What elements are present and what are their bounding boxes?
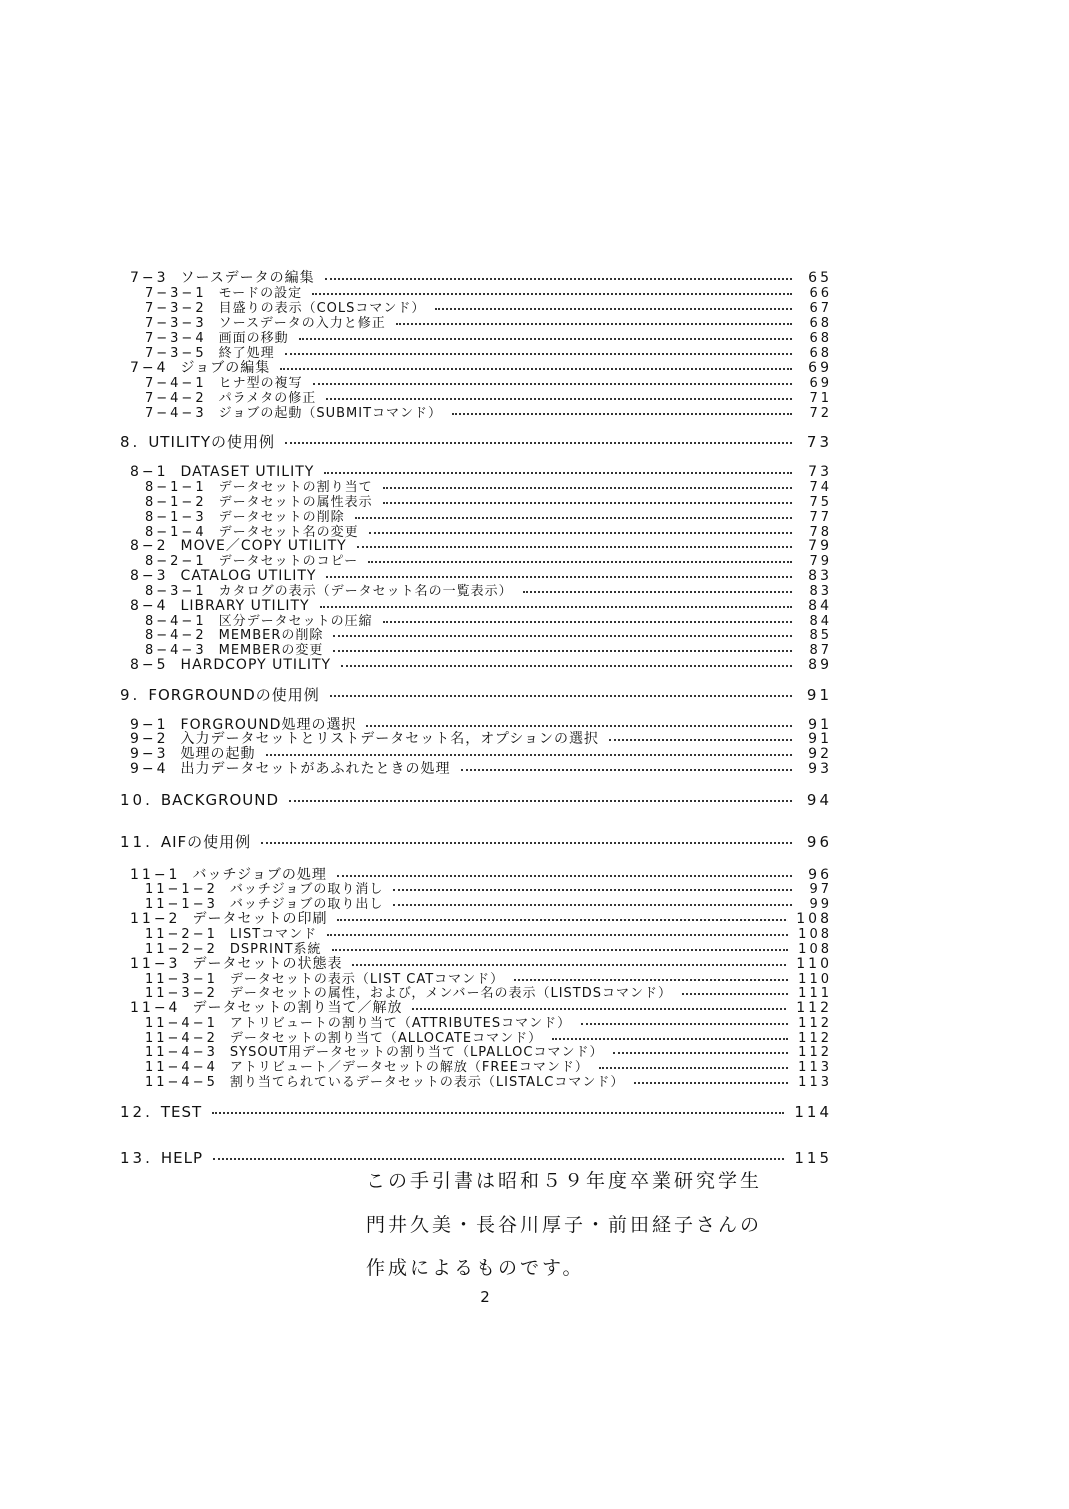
toc-entry — [120, 1104, 832, 1121]
toc-entry-page: 111 — [798, 986, 832, 1001]
toc-entry-title: ジョブの編集 — [180, 360, 271, 376]
toc-entry-number: 8−1 — [130, 464, 169, 480]
toc-entry — [130, 761, 832, 778]
toc-entry-number: 12. — [120, 1103, 153, 1121]
toc-entry-title: データセットの印刷 — [192, 911, 328, 927]
toc-entry-number: 11−4−3 — [145, 1045, 218, 1060]
toc-entry-number: 11−4−4 — [145, 1060, 218, 1075]
toc-entry-page: 69 — [808, 360, 832, 376]
toc-entry-number: 11−3−2 — [145, 986, 218, 1001]
toc-dot-leader — [523, 590, 792, 593]
toc-entry-number: 8−1−1 — [145, 480, 207, 495]
toc-dot-leader — [552, 1037, 788, 1040]
toc-entry-number: 7−3−2 — [145, 301, 207, 316]
toc-dot-leader — [393, 888, 792, 891]
toc-entry-number: 11−1 — [130, 867, 181, 883]
toc-entry-number: 10. — [120, 791, 153, 809]
toc-entry-page: 110 — [796, 956, 832, 972]
toc-entry-number: 11−4−2 — [145, 1031, 218, 1046]
toc-entry-page: 99 — [809, 897, 832, 912]
toc-entry-title: BACKGROUND — [160, 791, 280, 809]
toc-entry-page: 85 — [809, 628, 832, 643]
toc-entry-number: 11−4−1 — [145, 1016, 218, 1031]
toc-entry-number: 7−3−3 — [145, 316, 207, 331]
toc-entry-title: アトリビュート／データセットの解放（FREEコマンド） — [229, 1060, 589, 1075]
toc-entry-title: ヒナ型の複写 — [218, 376, 303, 391]
toc-entry-page: 113 — [798, 1075, 832, 1090]
toc-entry-page: 83 — [808, 568, 832, 584]
author-note-line-1: この手引書は昭和５９年度卒業研究学生 — [366, 1170, 763, 1192]
toc-entry-page: 96 — [806, 833, 832, 851]
toc-dot-leader — [326, 397, 792, 400]
toc-entry-title: データセットの属性表示 — [218, 495, 373, 510]
toc-entry-page: 89 — [808, 657, 832, 673]
toc-dot-leader — [326, 575, 792, 578]
toc-entry-number: 7−3−1 — [145, 286, 207, 301]
toc-dot-leader — [366, 724, 792, 727]
toc-entry-number: 8−5 — [130, 657, 169, 673]
toc-entry-page: 112 — [798, 1031, 832, 1046]
toc-dot-leader — [435, 307, 792, 310]
toc-dot-leader — [581, 1022, 788, 1025]
toc-entry-number: 8−1−4 — [145, 525, 207, 540]
toc-entry-number: 11−2 — [130, 911, 181, 927]
toc-entry-title: 区分データセットの圧縮 — [218, 614, 373, 629]
toc-entry-title: データセットの削除 — [218, 510, 345, 525]
toc-entry-page: 96 — [808, 867, 832, 883]
toc-dot-leader — [333, 634, 792, 637]
toc-entry-title: HELP — [160, 1149, 204, 1167]
toc-entry-title: データセットの割り当て（ALLOCATEコマンド） — [229, 1031, 543, 1046]
toc-entry-page: 75 — [809, 495, 832, 510]
toc-dot-leader — [341, 664, 792, 667]
toc-entry — [120, 792, 832, 809]
toc-entry-number: 7−4−2 — [145, 391, 207, 406]
toc-entry-title: LISTコマンド — [229, 927, 318, 942]
toc-entry-page: 97 — [809, 882, 832, 897]
toc-dot-leader — [383, 620, 792, 623]
toc-entry-page: 112 — [796, 1000, 832, 1016]
toc-dot-leader — [261, 841, 792, 844]
toc-entry-title: 入力データセットとリストデータセット名，オプションの選択 — [180, 731, 600, 747]
toc-entry-title: LIBRARY UTILITY — [180, 598, 310, 614]
toc-entry-page: 73 — [808, 464, 832, 480]
toc-dot-leader — [337, 874, 792, 877]
toc-entry-number: 8. — [120, 433, 141, 451]
toc-entry-title: SYSOUT用データセットの割り当て（LPALLOCコマンド） — [229, 1045, 604, 1060]
toc-entry-title: バッチジョブの取り出し — [229, 897, 384, 912]
toc-entry-title: MOVE／COPY UTILITY — [180, 538, 347, 554]
toc-dot-leader — [461, 768, 792, 771]
toc-dot-leader — [325, 277, 792, 280]
toc-entry-page: 78 — [809, 525, 832, 540]
toc-dot-leader — [285, 441, 792, 444]
toc-entry-number: 8−4 — [130, 598, 169, 614]
toc-entry-page: 73 — [806, 433, 832, 451]
toc-entry-page: 74 — [809, 480, 832, 495]
toc-entry-number: 7−4−3 — [145, 406, 207, 421]
toc-entry-page: 77 — [809, 510, 832, 525]
toc-dot-leader — [599, 1066, 788, 1069]
toc-entry-number: 9. — [120, 686, 141, 704]
toc-entry-page: 69 — [809, 376, 832, 391]
toc-entry-title: データセットの割り当て／解放 — [192, 1000, 403, 1016]
toc-entry-title: ジョブの起動（SUBMITコマンド） — [218, 406, 443, 421]
toc-entry-title: カタログの表示（データセット名の一覧表示） — [218, 584, 513, 599]
toc-entry-page: 112 — [798, 1016, 832, 1031]
toc-entry-page: 112 — [798, 1045, 832, 1060]
toc-dot-leader — [327, 933, 788, 936]
toc-entry-title: データセットの表示（LIST CATコマンド） — [229, 972, 505, 987]
toc-entry-number: 8−3 — [130, 568, 169, 584]
toc-entry-title: 処理の起動 — [180, 746, 256, 762]
toc-entry-number: 8−1−2 — [145, 495, 207, 510]
toc-entry-page: 87 — [809, 643, 832, 658]
toc-dot-leader — [212, 1111, 784, 1114]
toc-entry-number: 11−3−1 — [145, 972, 218, 987]
toc-entry-title: AIFの使用例 — [160, 833, 252, 851]
toc-entry-number: 8−4−3 — [145, 643, 207, 658]
toc-entry-number: 11−1−3 — [145, 897, 218, 912]
toc-dot-leader — [285, 352, 792, 355]
toc-dot-leader — [396, 322, 792, 325]
toc-entry-title: データセットの状態表 — [192, 956, 343, 972]
toc-entry-title: ソースデータの入力と修正 — [218, 316, 386, 331]
toc-dot-leader — [452, 412, 792, 415]
toc-entry-title: パラメタの修正 — [218, 391, 317, 406]
toc-entry-number: 7−4 — [130, 360, 169, 376]
toc-dot-leader — [312, 292, 792, 295]
toc-entry — [130, 657, 832, 674]
toc-entry — [145, 405, 832, 422]
toc-entry-page: 66 — [809, 286, 832, 301]
toc-entry-page: 72 — [809, 406, 832, 421]
toc-entry-number: 8−2 — [130, 538, 169, 554]
toc-dot-leader — [368, 560, 792, 563]
toc-dot-leader — [609, 738, 792, 741]
toc-dot-leader — [383, 501, 792, 504]
toc-entry-title: MEMBERの削除 — [218, 628, 324, 643]
toc-entry-number: 9−1 — [130, 717, 169, 733]
toc-entry-number: 11−2−1 — [145, 927, 218, 942]
toc-entry-number: 11−3 — [130, 956, 181, 972]
toc-entry-page: 92 — [808, 746, 832, 762]
toc-entry — [120, 434, 832, 451]
toc-entry-title: UTILITYの使用例 — [148, 433, 275, 451]
toc-dot-leader — [393, 903, 792, 906]
toc-entry-title: アトリビュートの割り当て（ATTRIBUTESコマンド） — [229, 1016, 572, 1031]
toc-dot-leader — [383, 486, 792, 489]
toc-dot-leader — [289, 799, 792, 802]
toc-entry-title: 画面の移動 — [218, 331, 289, 346]
toc-entry-page: 79 — [808, 538, 832, 554]
toc-entry-title: モードの設定 — [218, 286, 303, 301]
toc-entry-page: 65 — [808, 270, 832, 286]
toc-entry-number: 7−3−5 — [145, 346, 207, 361]
toc-entry-page: 110 — [798, 972, 832, 987]
toc-dot-leader — [266, 753, 792, 756]
toc-entry-page: 108 — [796, 911, 832, 927]
toc-entry-title: DSPRINT系統 — [229, 942, 322, 957]
toc-dot-leader — [613, 1051, 788, 1054]
toc-entry — [145, 1074, 832, 1091]
toc-entry-page: 83 — [809, 584, 832, 599]
toc-dot-leader — [634, 1081, 788, 1084]
toc-entry-page: 68 — [809, 346, 832, 361]
toc-entry-page: 115 — [794, 1149, 832, 1167]
toc-entry-number: 8−3−1 — [145, 584, 207, 599]
toc-dot-leader — [682, 992, 788, 995]
toc-entry — [120, 834, 832, 851]
toc-entry-title: HARDCOPY UTILITY — [180, 657, 332, 673]
toc-dot-leader — [514, 978, 788, 981]
toc-entry-title: データセット名の変更 — [218, 525, 359, 540]
toc-entry-title: バッチジョブの処理 — [192, 867, 327, 883]
toc-dot-leader — [352, 963, 786, 966]
author-note-line-3: 作成によるものです。 — [366, 1257, 585, 1279]
toc-dot-leader — [412, 1007, 786, 1010]
toc-entry-number: 7−3−4 — [145, 331, 207, 346]
toc-dot-leader — [369, 531, 792, 534]
toc-entry-number: 11. — [120, 833, 153, 851]
toc-entry-title: FORGROUNDの使用例 — [148, 686, 320, 704]
toc-entry-page: 67 — [809, 301, 832, 316]
toc-dot-leader — [355, 516, 792, 519]
toc-dot-leader — [324, 471, 792, 474]
toc-entry-page: 84 — [809, 614, 832, 629]
toc-entry-page: 71 — [809, 391, 832, 406]
toc-entry-number: 7−3 — [130, 270, 169, 286]
toc-dot-leader — [337, 918, 786, 921]
toc-entry-page: 68 — [809, 316, 832, 331]
toc-dot-leader — [357, 545, 792, 548]
toc-entry-title: データセットの属性，および，メンバー名の表示（LISTDSコマンド） — [229, 986, 672, 1001]
toc-entry-page: 91 — [808, 731, 832, 747]
toc-entry-title: 出力データセットがあふれたときの処理 — [180, 761, 451, 777]
toc-entry-page: 114 — [794, 1103, 832, 1121]
toc-entry-page: 93 — [808, 761, 832, 777]
toc-entry-number: 11−4 — [130, 1000, 181, 1016]
toc-entry-page: 94 — [806, 791, 832, 809]
toc-entry-page: 91 — [808, 717, 832, 733]
toc-entry-number: 9−3 — [130, 746, 169, 762]
toc-entry — [120, 687, 832, 704]
toc-entry-page: 108 — [798, 942, 832, 957]
toc-entry-number: 8−1−3 — [145, 510, 207, 525]
toc-entry-number: 11−1−2 — [145, 882, 218, 897]
toc-entry-page: 79 — [809, 554, 832, 569]
toc-entry-page: 68 — [809, 331, 832, 346]
toc-entry-page: 84 — [808, 598, 832, 614]
toc-entry-number: 8−4−2 — [145, 628, 207, 643]
toc-entry-number: 9−2 — [130, 731, 169, 747]
toc-entry-page: 113 — [798, 1060, 832, 1075]
toc-dot-leader — [332, 948, 789, 951]
toc-entry-title: データセットのコピー — [218, 554, 359, 569]
toc-entry-title: バッチジョブの取り消し — [229, 882, 384, 897]
toc-entry-page: 108 — [798, 927, 832, 942]
toc-dot-leader — [213, 1157, 784, 1160]
toc-entry-number: 13. — [120, 1149, 153, 1167]
toc-dot-leader — [280, 367, 792, 370]
toc-entry-number: 9−4 — [130, 761, 169, 777]
page-number: 2 — [480, 1288, 490, 1306]
toc-entry-title: データセットの割り当て — [218, 480, 373, 495]
toc-entry-title: 終了処理 — [218, 346, 275, 361]
toc-entry-number: 11−4−5 — [145, 1075, 218, 1090]
toc-entry-title: TEST — [160, 1103, 203, 1121]
author-note-line-2: 門井久美・長谷川厚子・前田経子さんの — [366, 1214, 763, 1236]
toc-entry-page: 91 — [806, 686, 832, 704]
toc-dot-leader — [313, 382, 792, 385]
toc-dot-leader — [320, 605, 792, 608]
toc-entry-title: FORGROUND処理の選択 — [180, 717, 357, 733]
toc-entry-number: 7−4−1 — [145, 376, 207, 391]
toc-entry-title: MEMBERの変更 — [218, 643, 324, 658]
toc-entry-title: CATALOG UTILITY — [180, 568, 317, 584]
toc-dot-leader — [299, 337, 792, 340]
toc-entry-title: DATASET UTILITY — [180, 464, 315, 480]
toc-dot-leader — [333, 649, 792, 652]
toc-dot-leader — [330, 694, 792, 697]
toc-entry-title: 目盛りの表示（COLSコマンド） — [218, 301, 426, 316]
toc-entry-number: 8−4−1 — [145, 614, 207, 629]
toc-entry-title: ソースデータの編集 — [180, 270, 315, 286]
toc-entry-number: 11−2−2 — [145, 942, 218, 957]
toc-entry-number: 8−2−1 — [145, 554, 207, 569]
toc-entry — [120, 1150, 832, 1167]
toc-entry-title: 割り当てられているデータセットの表示（LISTALCコマンド） — [229, 1075, 625, 1090]
